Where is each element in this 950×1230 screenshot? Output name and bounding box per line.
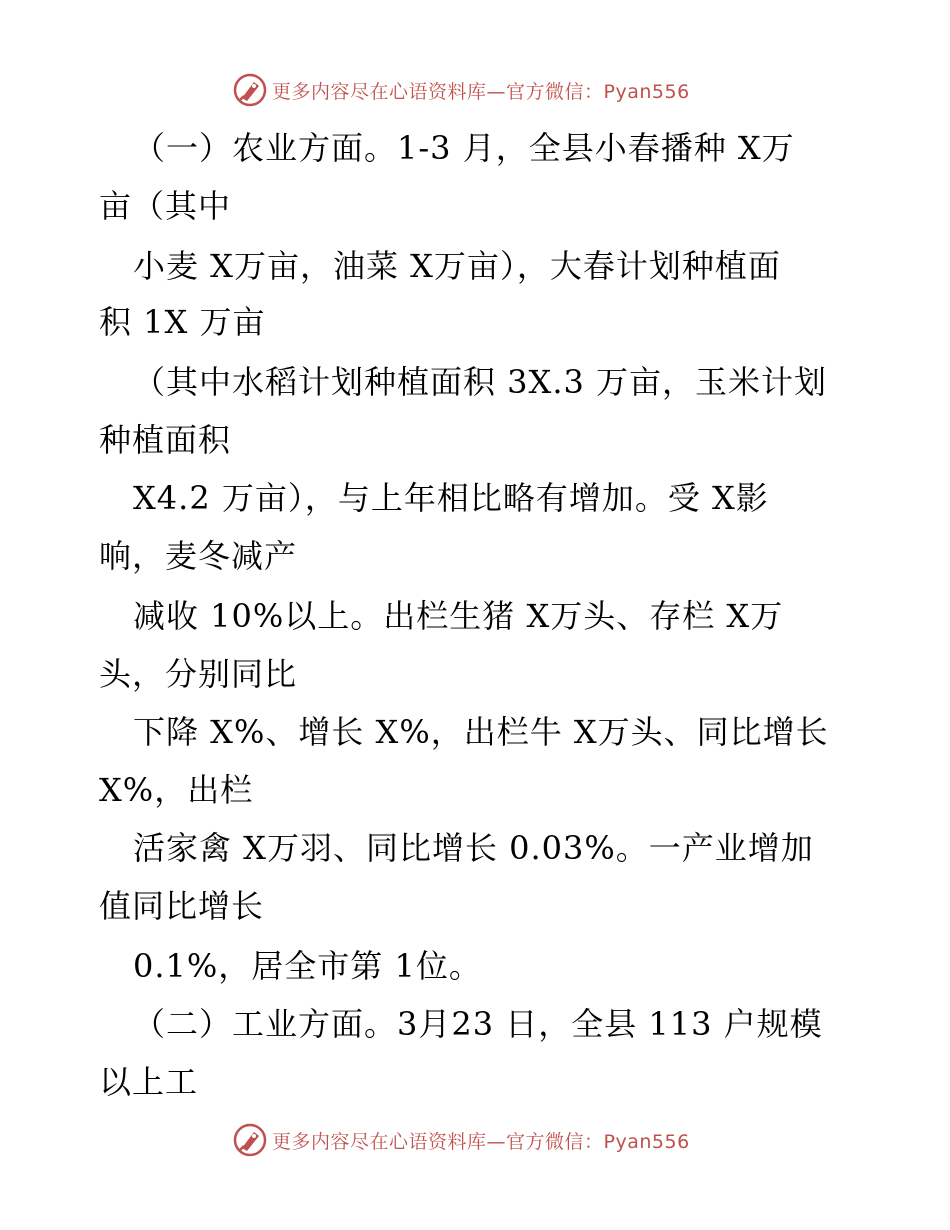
text-line: 下降 X%、增长 X%，出栏牛 X万头、同比增长 <box>133 713 829 751</box>
text-line: 亩（其中 <box>99 187 232 225</box>
text-line: （其中水稻计划种植面积 3X.3 万亩，玉米计划 <box>133 363 828 401</box>
text-line: 活家禽 X万羽、同比增长 0.03%。一产业增加 <box>133 829 814 867</box>
text-line: 以上工 <box>99 1063 199 1101</box>
text-line: 小麦 X万亩，油菜 X万亩），大春计划种植面 <box>133 247 781 285</box>
watermark-text: 更多内容尽在心语资料库—官方微信：Pyan556 <box>272 80 690 103</box>
text-line: 积 1X 万亩 <box>99 303 266 341</box>
text-line: 头，分别同比 <box>99 655 298 693</box>
text-line: 减收 10%以上。出栏生猪 X万头、存栏 X万 <box>133 597 784 635</box>
watermark-banner-bottom <box>232 1122 690 1158</box>
text-line: （二）工业方面。3月23 日，全县 113 户规模 <box>133 1005 823 1043</box>
text-line: X%，出栏 <box>99 771 254 809</box>
text-line: 值同比增长 <box>99 887 265 925</box>
text-line: X4.2 万亩），与上年相比略有增加。受 X影 <box>133 479 769 517</box>
text-line: 种植面积 <box>99 421 232 459</box>
text-line: 响，麦冬减产 <box>99 537 298 575</box>
watermark-text: 更多内容尽在心语资料库—官方微信：Pyan556 <box>272 1130 690 1153</box>
pen-nib-seal-icon <box>232 1122 268 1158</box>
text-line: 0.1%，居全市第 1位。 <box>133 947 482 985</box>
text-line: （一）农业方面。1-3 月，全县小春播种 X万 <box>133 129 795 167</box>
